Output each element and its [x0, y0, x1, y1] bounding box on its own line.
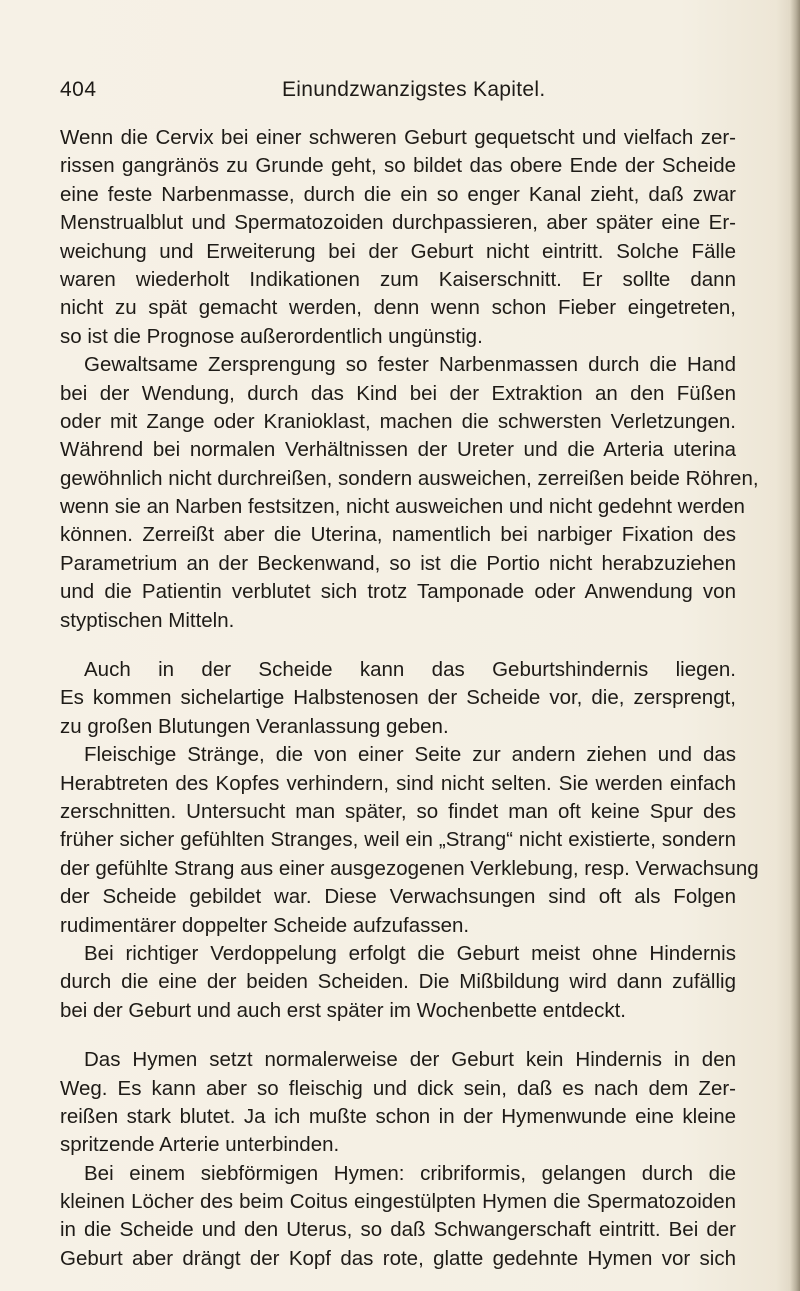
text-line: reißen stark blutet. Ja ich mußte schon in der Hymenwunde eine kleine	[60, 1104, 736, 1128]
text-line: Parametrium an der Beckenwand, so ist die Portio nicht herabzuziehen	[60, 551, 736, 575]
text-line: Wenn die Cervix bei einer schweren Geburt gequetscht und vielfach zer-	[60, 126, 736, 149]
paragraph	[60, 1046, 736, 1160]
text-line: Weg. Es kann aber so fleischig und dick sein, daß es nach dem Zer-	[60, 1076, 736, 1100]
text-line: eine feste Narbenmasse, durch die ein so enger Kanal zieht, daß zwar	[60, 182, 736, 206]
text-line: Es kommen sichelartige Halbstenosen der Scheide vor, die, zersprengt,	[60, 686, 736, 710]
text-line: durch die eine der beiden Scheiden. Die Mißbildung wird dann zufällig	[60, 970, 736, 994]
text-line: spritzende Arterie unterbinden.	[60, 1133, 340, 1157]
text-line: gewöhnlich nicht durchreißen, sondern ausweichen, zerreißen beide Röhren,	[60, 466, 759, 490]
page-header	[60, 78, 760, 102]
text-line: früher sicher gefühlten Stranges, weil ein „Strang“ nicht existierte, sondern	[60, 828, 736, 852]
page-number: 404	[60, 78, 97, 101]
text-line: waren wiederholt Indikationen zum Kaiserschnitt. Er sollte dann	[60, 267, 736, 291]
text-line: Fleischige Stränge, die von einer Seite zur andern ziehen und das	[84, 743, 736, 767]
text-line: Während bei normalen Verhältnissen der Ureter und die Arteria uterina	[60, 438, 736, 462]
paragraph-gap	[60, 635, 736, 656]
text-line: rissen gangränös zu Grunde geht, so bildet das obere Ende der Scheide	[60, 154, 736, 178]
text-line: Bei richtiger Verdoppelung erfolgt die Geburt meist ohne Hindernis	[84, 941, 736, 965]
text-line: nicht zu spät gemacht werden, denn wenn schon Fieber eingetreten,	[60, 296, 736, 320]
text-line: bei der Wendung, durch das Kind bei der Extraktion an den Füßen	[60, 381, 736, 405]
text-line: weichung und Erweiterung bei der Geburt nicht eintritt. Solche Fälle	[60, 239, 736, 263]
text-line: Gewaltsame Zersprengung so fester Narbenmassen durch die Hand	[84, 353, 736, 377]
text-line: und die Patientin verblutet sich trotz Tamponade oder Anwendung von	[60, 580, 736, 604]
text-line: bei der Geburt und auch erst später im Wochenbette entdeckt.	[60, 998, 626, 1022]
text-line: Geburt aber drängt der Kopf das rote, glatte gedehnte Hymen vor sich	[60, 1246, 736, 1270]
text-line: wenn sie an Narben festsitzen, nicht ausweichen und nicht gedehnt werden	[60, 495, 745, 519]
paragraph	[60, 351, 759, 635]
body-text	[60, 124, 759, 1273]
text-line: in die Scheide und den Uterus, so daß Schwangerschaft eintritt. Bei der	[60, 1218, 736, 1242]
text-line: Bei einem siebförmigen Hymen: cribriformis, gelangen durch die	[84, 1161, 736, 1185]
text-line: zu großen Blutungen Veranlassung geben.	[60, 714, 449, 738]
paragraph	[60, 124, 736, 351]
text-line: der gefühlte Strang aus einer ausgezogenen Verklebung, resp. Verwachsung	[60, 856, 759, 880]
paragraph	[60, 656, 736, 741]
text-line: oder mit Zange oder Kranioklast, machen die schwersten Verletzungen.	[60, 409, 736, 433]
paragraph-gap	[60, 1025, 736, 1046]
text-line: Herabtreten des Kopfes verhindern, sind nicht selten. Sie werden einfach	[60, 771, 736, 795]
text-line: Auch in der Scheide kann das Geburtshindernis liegen.	[84, 658, 736, 682]
text-line: der Scheide gebildet war. Diese Verwachsungen sind oft als Folgen	[60, 885, 736, 909]
text-line: können. Zerreißt aber die Uterina, namentlich bei narbiger Fixation des	[60, 523, 736, 547]
paragraph	[60, 940, 736, 1025]
text-line: styptischen Mitteln.	[60, 608, 235, 632]
text-line: Menstrualblut und Spermatozoiden durchpassieren, aber später eine Er-	[60, 211, 736, 235]
paragraph	[60, 1160, 736, 1274]
text-line: rudimentärer doppelter Scheide aufzufassen.	[60, 913, 470, 937]
text-line: so ist die Prognose außerordentlich ungünstig.	[60, 324, 483, 348]
page-edge-shadow	[790, 0, 800, 1291]
paragraph	[60, 741, 759, 940]
text-line: kleinen Löcher des beim Coitus eingestülpten Hymen die Spermatozoiden	[60, 1190, 736, 1214]
text-line: Das Hymen setzt normalerweise der Geburt kein Hindernis in den	[84, 1048, 736, 1072]
running-head: Einundzwanzigstes Kapitel.	[282, 78, 546, 101]
text-line: zerschnitten. Untersucht man später, so findet man oft keine Spur des	[60, 799, 736, 823]
